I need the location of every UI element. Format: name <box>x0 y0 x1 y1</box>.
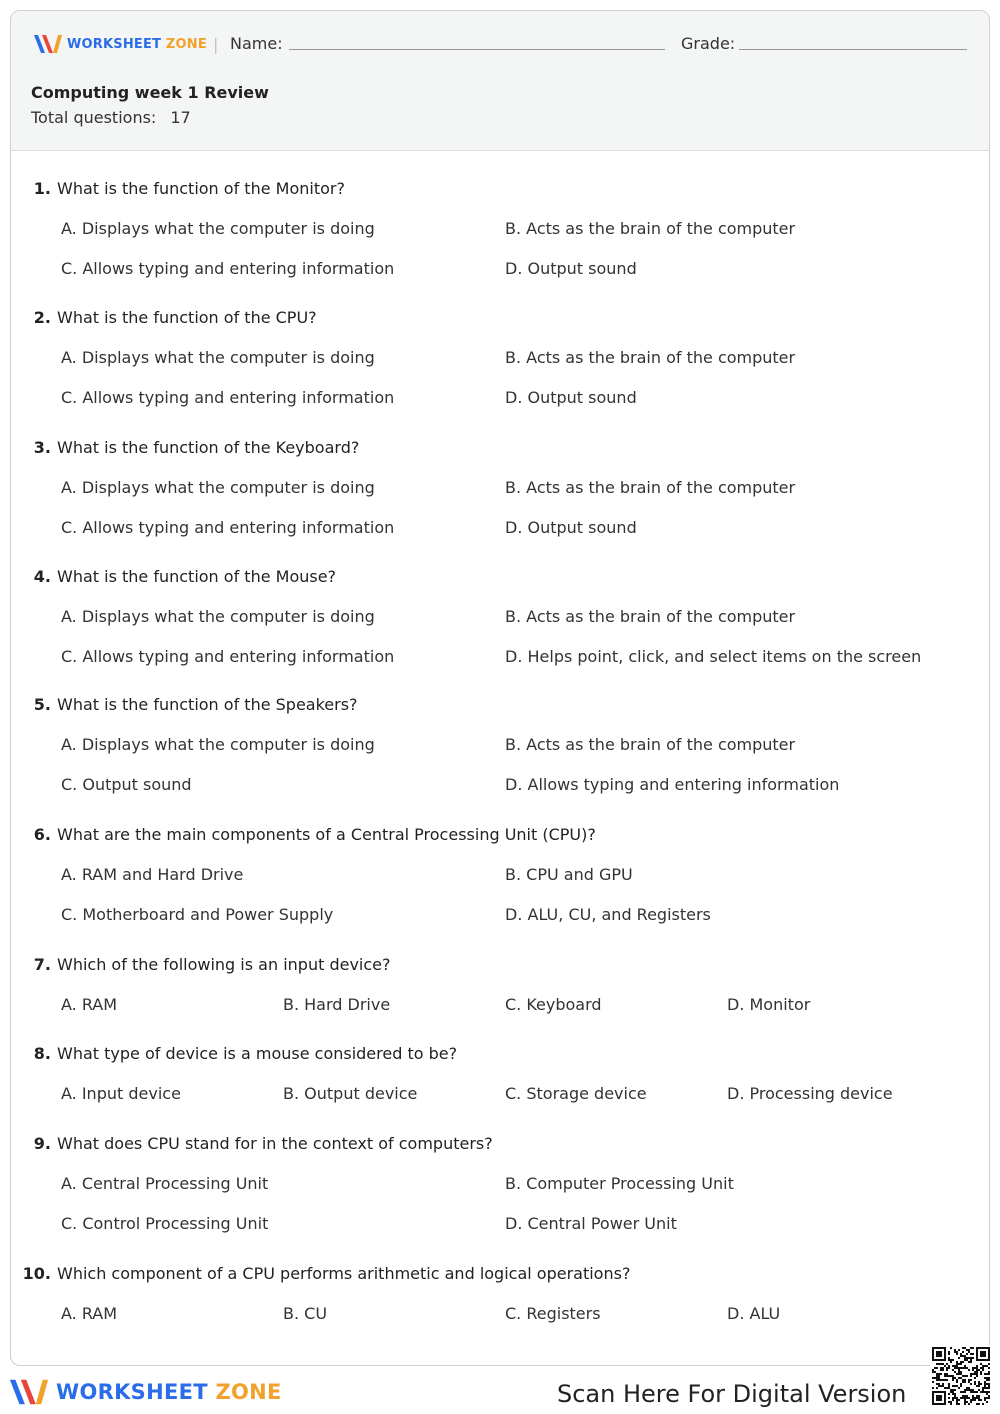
question-number: 10. <box>22 1264 51 1283</box>
worksheet-page <box>10 10 990 1366</box>
answer-option-c[interactable]: C. Control Processing Unit <box>61 1214 269 1233</box>
question-prompt: What is the function of the Monitor? <box>57 179 345 198</box>
answer-option-a[interactable]: A. Displays what the computer is doing <box>61 219 375 238</box>
question-prompt: What is the function of the Mouse? <box>57 567 337 586</box>
footer-brand-w-icon <box>8 1377 50 1407</box>
question-prompt: What type of device is a mouse considered to be? <box>57 1044 458 1063</box>
answer-option-a[interactable]: A. RAM <box>61 1304 118 1323</box>
question-text <box>21 179 345 198</box>
question-prompt: Which of the following is an input device? <box>57 955 391 974</box>
question-number: 2. <box>33 308 51 327</box>
answer-option-b[interactable]: B. Acts as the brain of the computer <box>505 348 796 367</box>
total-questions-value: 17 <box>170 108 191 127</box>
question-text <box>21 1134 493 1153</box>
answer-option-b[interactable]: B. Acts as the brain of the computer <box>505 735 796 754</box>
answer-option-a[interactable]: A. Input device <box>61 1084 181 1103</box>
question-prompt: What is the function of the Speakers? <box>57 695 358 714</box>
header-row <box>33 33 973 57</box>
answer-option-c[interactable]: C. Registers <box>505 1304 601 1323</box>
answer-option-d[interactable]: D. Central Power Unit <box>505 1214 677 1233</box>
answer-option-a[interactable]: A. RAM and Hard Drive <box>61 865 244 884</box>
answer-option-b[interactable]: B. Acts as the brain of the computer <box>505 478 796 497</box>
question-number: 6. <box>33 825 51 844</box>
answer-option-d[interactable]: D. Allows typing and entering information <box>505 775 840 794</box>
answer-option-a[interactable]: A. Displays what the computer is doing <box>61 478 375 497</box>
answer-option-b[interactable]: B. Acts as the brain of the computer <box>505 607 796 626</box>
question-number: 1. <box>33 179 51 198</box>
scan-prompt: Scan Here For Digital Version <box>557 1380 907 1408</box>
brand-wordmark <box>67 37 207 52</box>
answer-option-b[interactable]: B. Hard Drive <box>283 995 391 1014</box>
answer-option-a[interactable]: A. Displays what the computer is doing <box>61 607 375 626</box>
question-number: 4. <box>33 567 51 586</box>
question-text <box>21 1044 457 1063</box>
answer-option-b[interactable]: B. CU <box>283 1304 328 1323</box>
question-number: 9. <box>33 1134 51 1153</box>
question-prompt: What are the main components of a Central Processing Unit (CPU)? <box>57 825 596 844</box>
worksheet-header <box>11 11 989 151</box>
answer-option-d[interactable]: D. Output sound <box>505 518 637 537</box>
footer-brand-word-zone: ZONE <box>215 1380 282 1404</box>
question-prompt: What does CPU stand for in the context of computers? <box>57 1134 493 1153</box>
answer-option-d[interactable]: D. Output sound <box>505 388 637 407</box>
answer-option-d[interactable]: D. Monitor <box>727 995 811 1014</box>
answer-option-c[interactable]: C. Keyboard <box>505 995 602 1014</box>
qr-code-icon[interactable] <box>930 1345 992 1407</box>
brand-word-worksheet: WORKSHEET <box>67 36 162 52</box>
answer-option-d[interactable]: D. Processing device <box>727 1084 893 1103</box>
question-number: 8. <box>33 1044 51 1063</box>
answer-option-d[interactable]: D. Helps point, click, and select items on the screen <box>505 647 922 666</box>
answer-option-a[interactable]: A. RAM <box>61 995 118 1014</box>
brand-w-icon <box>33 33 63 55</box>
answer-option-b[interactable]: B. Acts as the brain of the computer <box>505 219 796 238</box>
question-text <box>21 438 359 457</box>
answer-option-b[interactable]: B. Output device <box>283 1084 418 1103</box>
question-number: 3. <box>33 438 51 457</box>
answer-option-c[interactable]: C. Output sound <box>61 775 192 794</box>
footer-brand-word-worksheet: WORKSHEET <box>56 1380 208 1404</box>
answer-option-c[interactable]: C. Allows typing and entering information <box>61 647 395 666</box>
answer-option-a[interactable]: A. Central Processing Unit <box>61 1174 269 1193</box>
answer-option-a[interactable]: A. Displays what the computer is doing <box>61 348 375 367</box>
answer-option-b[interactable]: B. CPU and GPU <box>505 865 633 884</box>
answer-option-c[interactable]: C. Allows typing and entering information <box>61 388 395 407</box>
brand-logo <box>33 33 207 55</box>
footer-brand-wordmark <box>56 1380 282 1404</box>
answer-option-d[interactable]: D. ALU <box>727 1304 781 1323</box>
answer-option-c[interactable]: C. Storage device <box>505 1084 647 1103</box>
question-text <box>21 1264 630 1283</box>
question-number: 5. <box>33 695 51 714</box>
answer-option-c[interactable]: C. Allows typing and entering information <box>61 259 395 278</box>
question-text <box>21 955 390 974</box>
worksheet-title: Computing week 1 Review <box>31 83 269 102</box>
question-text <box>21 825 596 844</box>
answer-option-d[interactable]: D. Output sound <box>505 259 637 278</box>
answer-option-c[interactable]: C. Allows typing and entering information <box>61 518 395 537</box>
grade-field[interactable] <box>739 49 967 50</box>
name-label: Name: <box>230 34 283 53</box>
question-prompt: What is the function of the Keyboard? <box>57 438 360 457</box>
grade-label: Grade: <box>681 34 736 53</box>
question-text <box>21 308 317 327</box>
question-text <box>21 695 358 714</box>
total-questions <box>31 108 191 127</box>
question-text <box>21 567 336 586</box>
answer-option-c[interactable]: C. Motherboard and Power Supply <box>61 905 334 924</box>
footer-brand-logo <box>8 1377 282 1407</box>
question-prompt: What is the function of the CPU? <box>57 308 317 327</box>
brand-word-zone: ZONE <box>165 36 207 52</box>
total-questions-label: Total questions: <box>31 108 157 127</box>
name-field[interactable] <box>289 49 665 50</box>
question-number: 7. <box>33 955 51 974</box>
answer-option-d[interactable]: D. ALU, CU, and Registers <box>505 905 711 924</box>
question-prompt: Which component of a CPU performs arithmetic and logical operations? <box>57 1264 631 1283</box>
header-separator: | <box>213 35 219 54</box>
answer-option-a[interactable]: A. Displays what the computer is doing <box>61 735 375 754</box>
answer-option-b[interactable]: B. Computer Processing Unit <box>505 1174 734 1193</box>
